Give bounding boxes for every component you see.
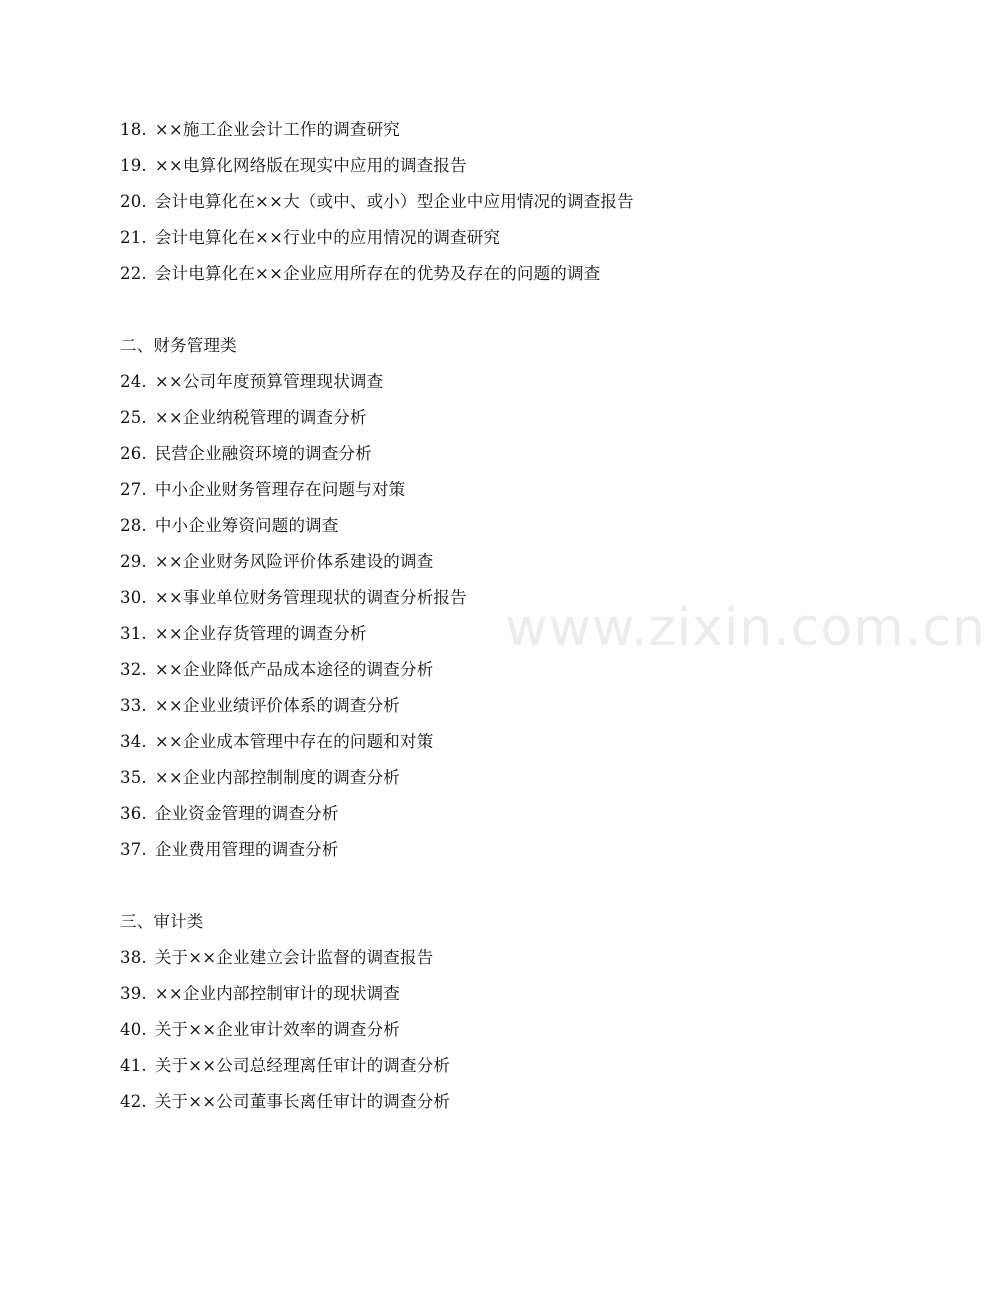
list-item [120,544,820,580]
item-number: 36. [120,804,147,823]
item-text: ××企业降低产品成本途径的调查分析 [154,660,434,679]
item-text: 会计电算化在××企业应用所存在的优势及存在的问题的调查 [154,264,601,283]
list-item [120,688,820,724]
list-item [120,1048,820,1084]
item-text: ××事业单位财务管理现状的调查分析报告 [154,588,467,607]
item-number: 28. [120,516,147,535]
list-item [120,1012,820,1048]
item-number: 42. [120,1092,147,1111]
list-item [120,976,820,1012]
item-number: 25. [120,408,147,427]
item-number: 32. [120,660,147,679]
item-text: ××施工企业会计工作的调查研究 [154,120,400,139]
list-item [120,112,820,148]
item-text: 中小企业财务管理存在问题与对策 [154,480,406,499]
section-accounting-continued [120,112,820,292]
list-item [120,256,820,292]
item-text: ××企业内部控制制度的调查分析 [154,768,400,787]
item-text: 民营企业融资环境的调查分析 [154,444,372,463]
list-item [120,1084,820,1120]
list-item [120,148,820,184]
item-text: 关于××公司董事长离任审计的调查分析 [154,1092,451,1111]
item-text: 关于××企业建立会计监督的调查报告 [154,948,434,967]
item-number: 21. [120,228,147,247]
document-content [120,112,820,1120]
list-item [120,724,820,760]
item-text: ××企业财务风险评价体系建设的调查 [154,552,434,571]
section-heading: 三、审计类 [120,912,204,931]
item-text: ××企业业绩评价体系的调查分析 [154,696,400,715]
item-text: ××公司年度预算管理现状调查 [154,372,384,391]
item-text: 会计电算化在××大（或中、或小）型企业中应用情况的调查报告 [154,192,634,211]
item-number: 26. [120,444,147,463]
item-text: ××企业纳税管理的调查分析 [154,408,367,427]
item-text: 中小企业筹资问题的调查 [154,516,339,535]
list-item [120,508,820,544]
item-number: 35. [120,768,147,787]
item-number: 41. [120,1056,147,1075]
item-number: 24. [120,372,147,391]
list-item [120,652,820,688]
list-item [120,580,820,616]
item-number: 30. [120,588,147,607]
list-item [120,184,820,220]
list-item [120,940,820,976]
item-number: 39. [120,984,147,1003]
item-text: 企业费用管理的调查分析 [154,840,339,859]
item-text: ××企业内部控制审计的现状调查 [154,984,400,1003]
list-item [120,616,820,652]
list-item [120,760,820,796]
list-item [120,364,820,400]
list-item [120,472,820,508]
item-text: ××企业存货管理的调查分析 [154,624,367,643]
section-financial-management [120,328,820,868]
item-number: 34. [120,732,147,751]
item-number: 18. [120,120,147,139]
item-text: 关于××企业审计效率的调查分析 [154,1020,400,1039]
item-text: ××企业成本管理中存在的问题和对策 [154,732,434,751]
item-text: 会计电算化在××行业中的应用情况的调查研究 [154,228,501,247]
watermark: www.zixin.com.cn [505,598,986,658]
item-number: 22. [120,264,147,283]
item-number: 37. [120,840,147,859]
item-number: 33. [120,696,147,715]
item-number: 19. [120,156,147,175]
list-item [120,796,820,832]
item-number: 20. [120,192,147,211]
list-item [120,220,820,256]
item-number: 40. [120,1020,147,1039]
list-item [120,436,820,472]
list-item [120,832,820,868]
section-heading: 二、财务管理类 [120,336,237,355]
item-number: 38. [120,948,147,967]
item-number: 27. [120,480,147,499]
item-text: ××电算化网络版在现实中应用的调查报告 [154,156,467,175]
section-audit [120,904,820,1120]
item-text: 关于××公司总经理离任审计的调查分析 [154,1056,451,1075]
item-number: 29. [120,552,147,571]
list-item [120,400,820,436]
item-text: 企业资金管理的调查分析 [154,804,339,823]
item-number: 31. [120,624,147,643]
